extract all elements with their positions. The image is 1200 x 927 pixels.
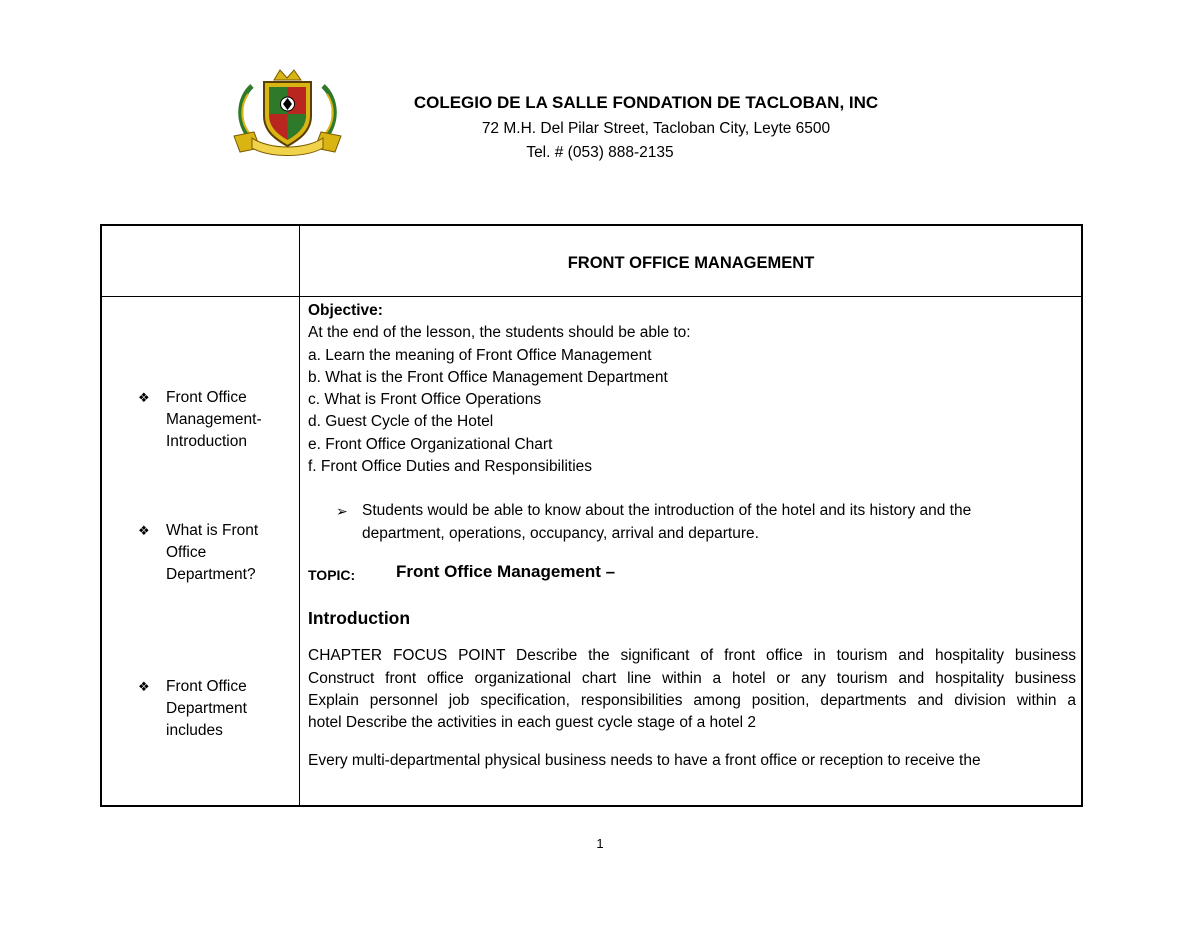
objective-item: e. Front Office Organizational Chart	[308, 435, 553, 453]
diamond-bullet-icon: ❖	[138, 523, 150, 538]
arrow-bullet-icon: ➢	[336, 503, 348, 520]
left-topic-line: Front Office	[166, 389, 247, 406]
objective-intro: At the end of the lesson, the students should be able to:	[308, 324, 691, 342]
paragraph-line: hotel Describe the activities in each guest cycle stage of a hotel 2	[308, 714, 757, 732]
left-topic-line: Front Office	[166, 678, 247, 695]
left-topic-item	[138, 520, 288, 586]
paragraph-line: Construct front office organizational chart line within a hotel or any tourism and hospitality business	[308, 669, 1076, 687]
left-topic-line: includes	[166, 722, 223, 739]
column-divider	[299, 226, 300, 805]
paragraph-line: Explain personnel job specification, responsibilities among position, departments and division within a	[308, 691, 1076, 709]
diamond-bullet-icon: ❖	[138, 679, 150, 694]
objective-item: b. What is the Front Office Management Department	[308, 368, 668, 386]
chapter-focus-paragraph	[308, 645, 1076, 734]
diamond-bullet-icon: ❖	[138, 390, 150, 405]
objective-item: d. Guest Cycle of the Hotel	[308, 413, 494, 431]
page-number: 1	[596, 836, 604, 851]
topic-row	[308, 561, 1076, 587]
introduction-heading: Introduction	[308, 607, 411, 628]
learning-outcome	[308, 500, 1076, 545]
lesson-content	[308, 300, 1076, 773]
topic-value: Front Office Management –	[396, 561, 616, 581]
school-name: COLEGIO DE LA SALLE FONDATION DE TACLOBAN, INC	[413, 93, 879, 112]
body-paragraph: Every multi-departmental physical business needs to have a front office or reception to receive the	[308, 752, 981, 770]
table-title: FRONT OFFICE MANAGEMENT	[567, 254, 815, 272]
topic-label: TOPIC:	[308, 566, 356, 583]
school-telephone: Tel. # (053) 888-2135	[526, 144, 674, 161]
left-topic-line: Introduction	[166, 433, 247, 450]
objective-label: Objective:	[308, 302, 383, 319]
objective-item: a. Learn the meaning of Front Office Management	[308, 346, 652, 364]
paragraph-line: CHAPTER FOCUS POINT Describe the significant of front office in tourism and hospitality business	[308, 647, 1076, 665]
left-topic-item	[138, 676, 288, 742]
left-topic-line: Management-	[166, 411, 262, 428]
left-topic-line: Department?	[166, 566, 256, 583]
left-topic-item	[138, 387, 288, 453]
objective-item: f. Front Office Duties and Responsibilities	[308, 458, 593, 476]
row-divider	[102, 296, 1081, 297]
school-address: 72 M.H. Del Pilar Street, Tacloban City, Leyte 6500	[481, 120, 831, 137]
left-topic-line: What is Front	[166, 522, 259, 539]
objective-item: c. What is Front Office Operations	[308, 391, 542, 409]
left-topic-line: Office	[166, 544, 207, 561]
lesson-table	[100, 224, 1083, 807]
left-topic-line: Department	[166, 700, 247, 717]
learning-outcome-line: Students would be able to know about the introduction of the hotel and its history and the	[362, 502, 972, 520]
learning-outcome-line: department, operations, occupancy, arrival and departure.	[362, 524, 759, 542]
